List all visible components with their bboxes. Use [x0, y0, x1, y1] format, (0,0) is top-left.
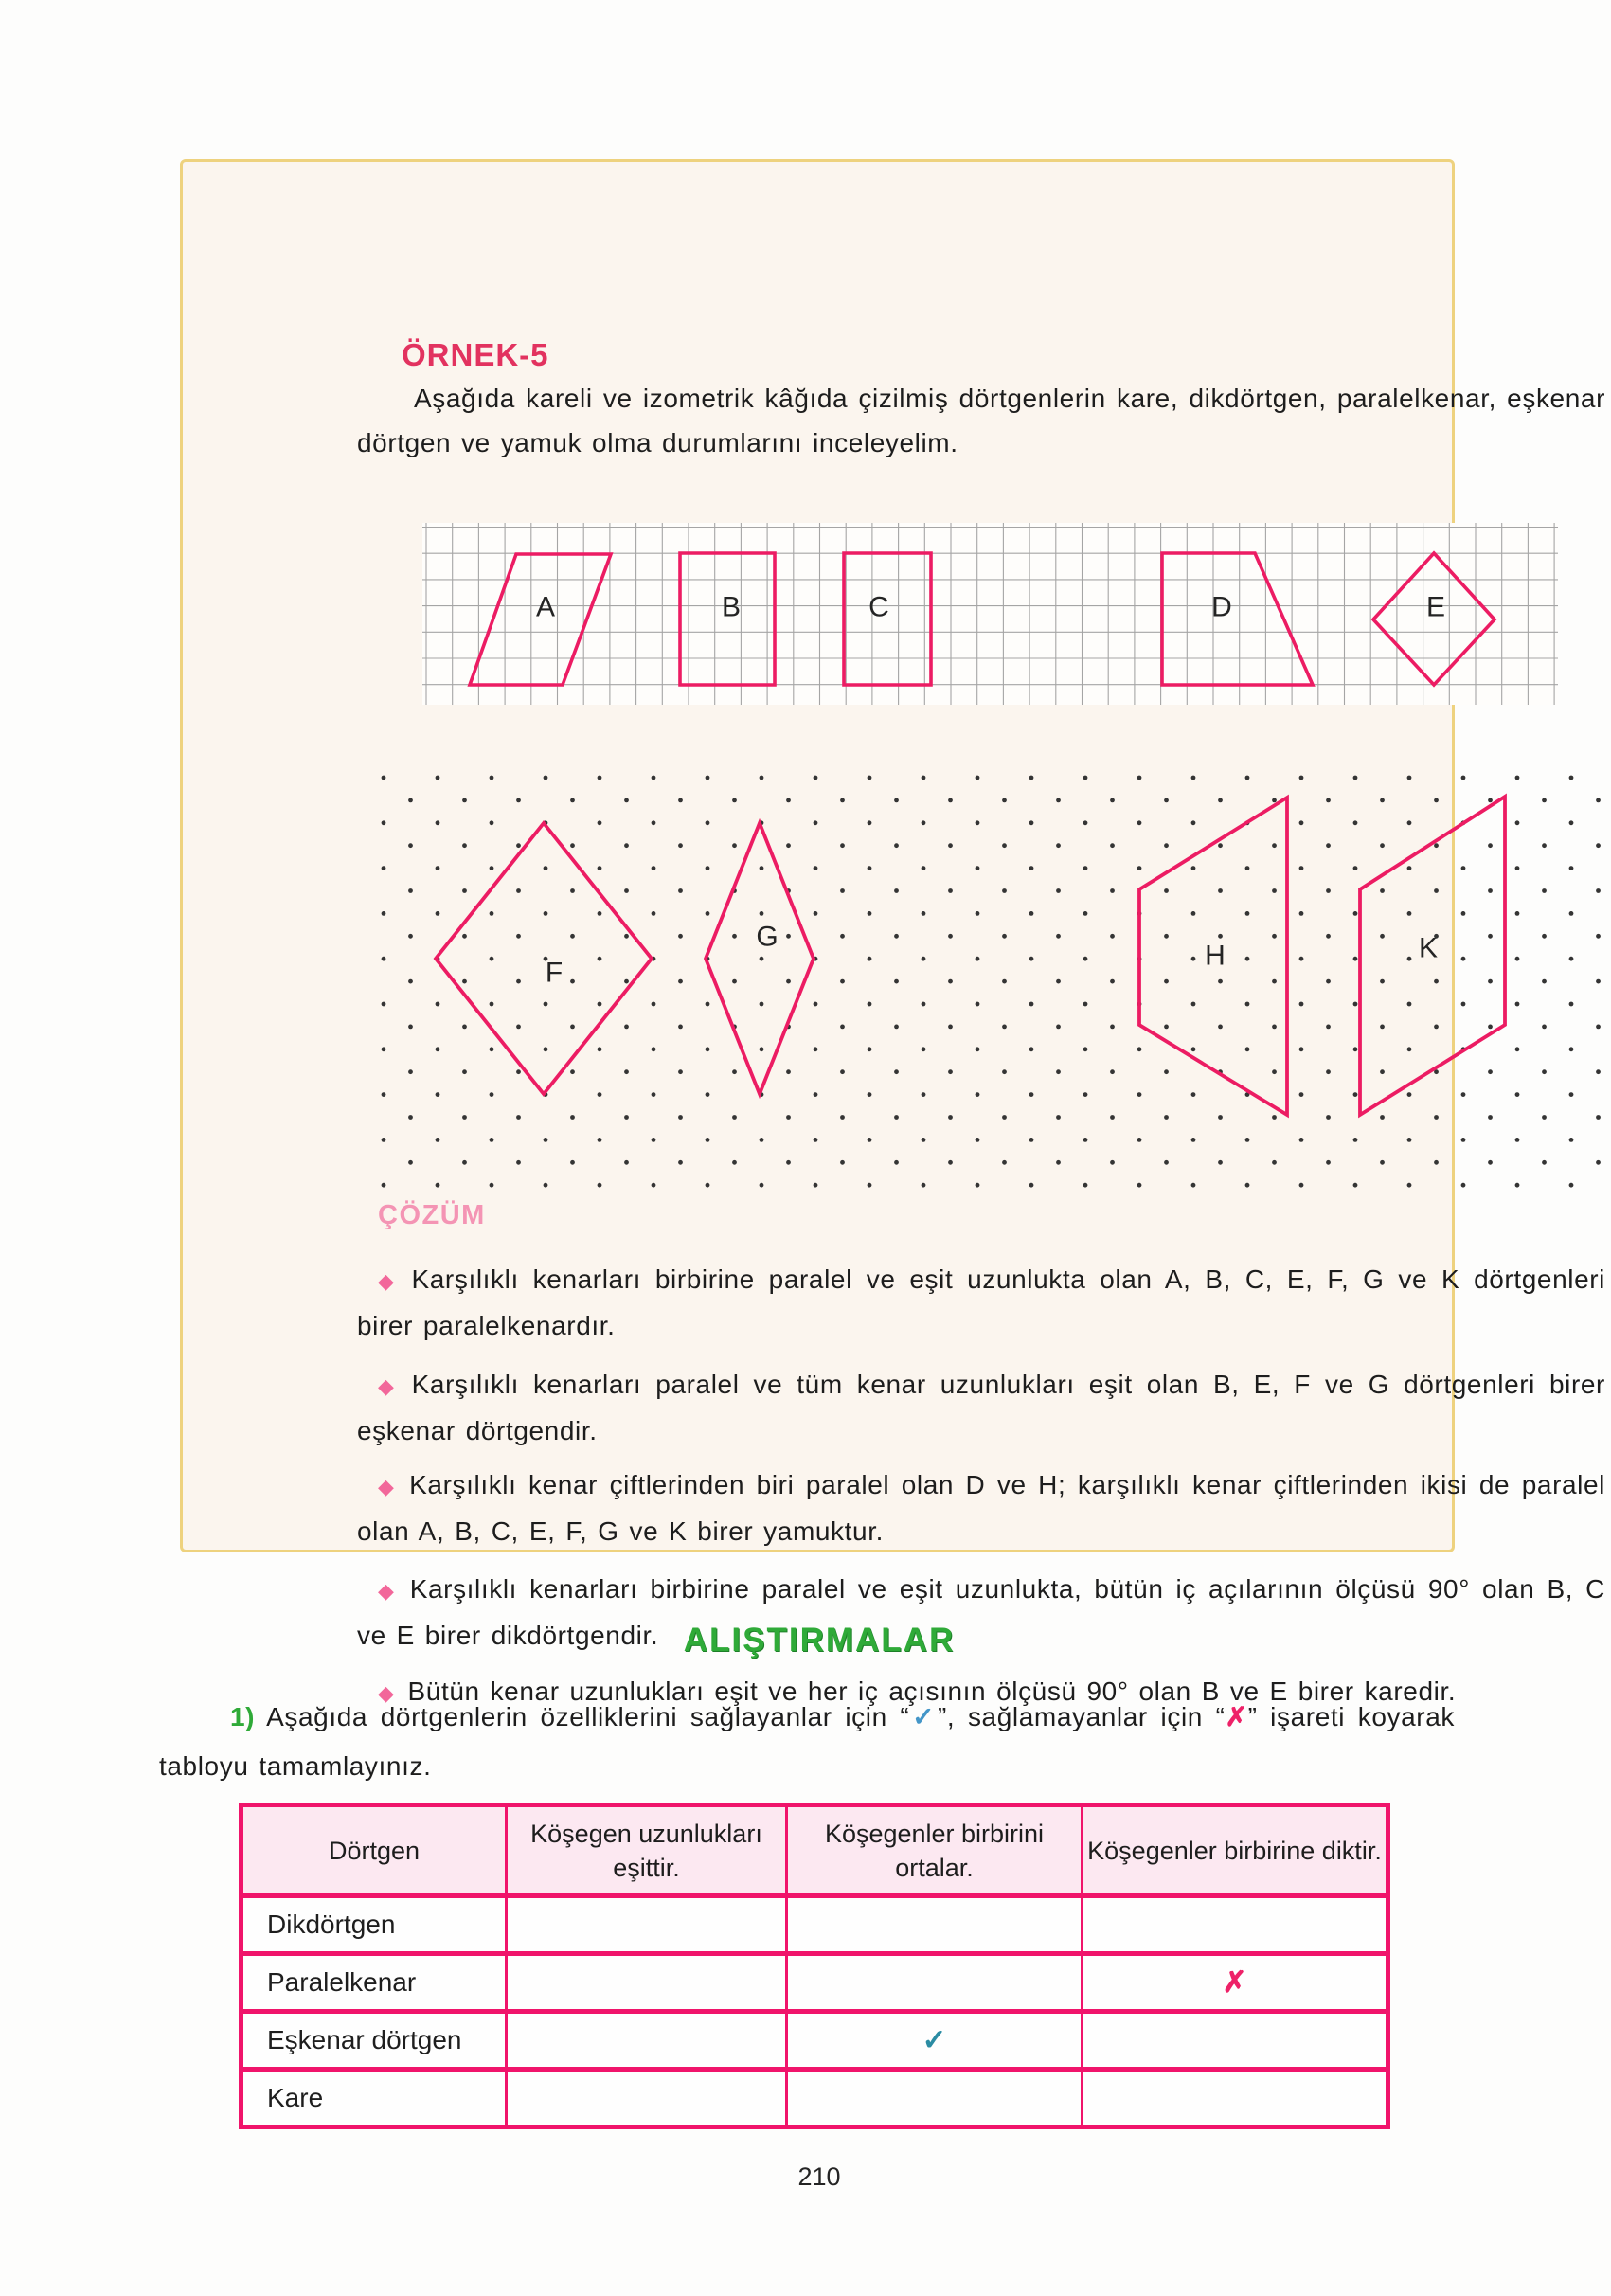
header-kosegen-dik: Köşegenler birbirine diktir.: [1083, 1805, 1388, 1896]
cell-dikdortgen-2: [787, 1896, 1083, 1954]
solution-bullet-2-text: Karşılıklı kenarları paralel ve tüm kenar uzunlukları eşit olan B, E, F ve G dörtgenleri birer eşkenar dörtgendir.: [357, 1370, 1605, 1445]
cell-kare-1: [507, 2070, 787, 2127]
quadrilateral-properties-table: [239, 1803, 1390, 2129]
cell-eskenar-2: [787, 2012, 1083, 2070]
cell-paralelkenar-3: [1083, 1954, 1388, 2012]
exercise-1-number: 1): [230, 1702, 256, 1731]
solution-bullet-5-text: Bütün kenar uzunlukları eşit ve her iç açısının ölçüsü 90° olan B ve E birer karedir.: [407, 1677, 1457, 1706]
cell-kare-3: [1083, 2070, 1388, 2127]
table-row: [242, 2012, 1388, 2070]
diamond-bullet-icon: ◆: [378, 1579, 397, 1603]
diamond-bullet-icon: ◆: [378, 1374, 399, 1398]
example-intro-text: Aşağıda kareli ve izometrik kâğıda çizilmiş dörtgenlerin kare, dikdörtgen, paralelkenar, eşkenar dörtgen ve yamuk olma durumlarını inceleyelim.: [357, 384, 1605, 457]
cell-eskenar-3: [1083, 2012, 1388, 2070]
diamond-bullet-icon: ◆: [378, 1681, 395, 1705]
row-label-paralelkenar: Paralelkenar: [242, 1954, 507, 2012]
example-title: ÖRNEK-5: [402, 337, 549, 372]
cell-paralelkenar-1: [507, 1954, 787, 2012]
table-header-row: [242, 1805, 1388, 1896]
cell-paralelkenar-2: [787, 1954, 1083, 2012]
table-row: [242, 1954, 1388, 2012]
page-number: 210: [797, 2162, 841, 2191]
solution-bullet-1: [357, 1257, 1605, 1348]
header-kosegen-uzunluk: Köşegen uzunlukları eşittir.: [507, 1805, 787, 1896]
isometric-dot-figure: [367, 764, 1611, 1191]
shape-H-label: H: [1205, 940, 1226, 972]
solution-bullet-2: [357, 1362, 1605, 1453]
exercise-1-instruction: [159, 1693, 1455, 1791]
header-dortgen: Dörtgen: [242, 1805, 507, 1896]
shape-G-label: G: [756, 921, 779, 953]
header-kosegen-ortalar: Köşegenler birbirini ortalar.: [787, 1805, 1083, 1896]
cell-kare-2: [787, 2070, 1083, 2127]
solution-bullet-1-text: Karşılıklı kenarları birbirine paralel ve eşit uzunlukta olan A, B, C, E, F, G ve K dörtgenleri birer paralelkenardır.: [357, 1265, 1605, 1340]
instruction-seg-2: ”, sağlamayanlar için “: [937, 1702, 1226, 1731]
solution-bullet-3-text: Karşılıklı kenar çiftlerinden biri paralel olan D ve H; karşılıklı kenar çiftlerinden ikisi de paralel olan A, B, C, E, F, G ve K birer yamuktur.: [357, 1470, 1605, 1546]
solution-bullet-3: [357, 1462, 1605, 1553]
cell-eskenar-1: [507, 2012, 787, 2070]
shape-B-label: B: [721, 591, 742, 623]
diamond-bullet-icon: ◆: [378, 1475, 397, 1498]
check-mark-icon: ✓: [922, 2023, 947, 2056]
instruction-seg-3: ” işareti koyarak tabloyu tamamlayınız.: [159, 1702, 1455, 1781]
diamond-bullet-icon: ◆: [378, 1269, 399, 1293]
square-grid-figure: [422, 523, 1558, 705]
exercises-title: ALIŞTIRMALAR: [683, 1622, 956, 1659]
isometric-dots: [382, 776, 1611, 1188]
solution-bullet-4-text: Karşılıklı kenarları birbirine paralel ve eşit uzunlukta, bütün iç açılarının ölçüsü 90° olan B, C ve E birer dikdörtgendir.: [357, 1574, 1605, 1650]
cross-mark-icon: ✗: [1225, 1702, 1248, 1731]
shape-E-label: E: [1425, 591, 1446, 623]
shape-K-label: K: [1418, 932, 1439, 964]
square-grid-background: [422, 523, 1558, 705]
instruction-seg-1: Aşağıda dörtgenlerin özelliklerini sağlayanlar için “: [266, 1702, 910, 1731]
check-mark-icon: ✓: [909, 1702, 938, 1731]
shape-F-label: F: [545, 957, 564, 989]
solution-title: ÇÖZÜM: [378, 1200, 486, 1230]
table-row: [242, 2070, 1388, 2127]
shape-A-label: A: [535, 591, 556, 623]
cell-dikdortgen-3: [1083, 1896, 1388, 1954]
table-row: [242, 1896, 1388, 1954]
row-label-dikdortgen: Dikdörtgen: [242, 1896, 507, 1954]
cell-dikdortgen-1: [507, 1896, 787, 1954]
shape-C-label: C: [868, 591, 889, 623]
row-label-eskenar-dortgen: Eşkenar dörtgen: [242, 2012, 507, 2070]
cross-mark-icon: ✗: [1222, 1965, 1247, 1999]
shape-D-label: D: [1211, 591, 1232, 623]
row-label-kare: Kare: [242, 2070, 507, 2127]
